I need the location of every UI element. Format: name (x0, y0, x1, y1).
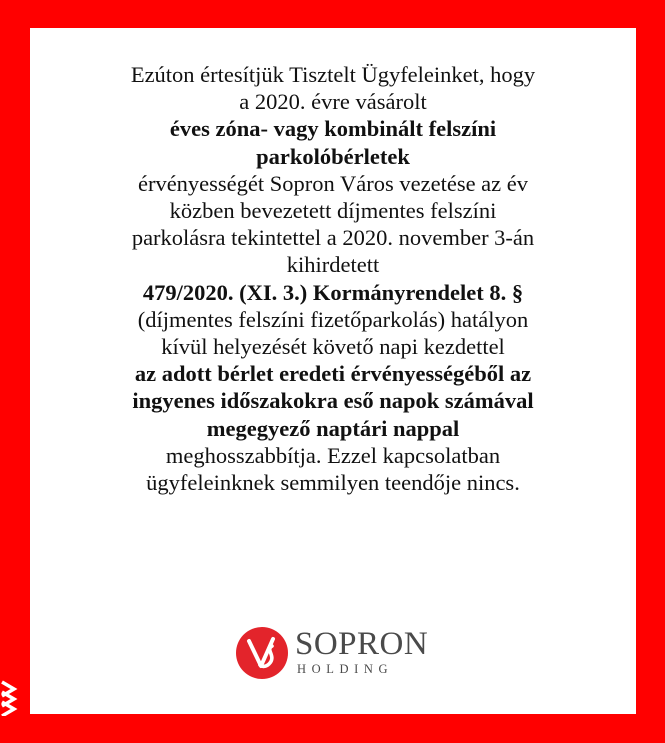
sopron-holding-logo-icon (235, 626, 289, 680)
chevron-marks-icon (0, 676, 30, 716)
notice-line: ingyenes időszakokra eső napok számával (132, 388, 534, 414)
notice-line: éves zóna- vagy kombinált felszíni (169, 116, 497, 142)
notice-line: parkolásra tekintettel a 2020. november 3-án (131, 225, 535, 251)
notice-line: Ezúton értesítjük Tisztelt Ügyfeleinket, hogy (130, 62, 536, 87)
notice-line: közben bevezetett díjmentes felszíni (169, 198, 497, 224)
logo-name: SOPRON (295, 626, 429, 662)
logo-subtitle: HOLDING (297, 662, 394, 676)
notice-line: a 2020. évre vásárolt (239, 89, 427, 115)
notice-line: érvényességét Sopron Város vezetése az év (137, 170, 529, 196)
notice-line: kívül helyezését követő napi kezdettel (161, 334, 505, 360)
notice-line: kihirdetett (286, 252, 380, 278)
notice-line: (díjmentes felszíni fizetőparkolás) hatályon (137, 306, 529, 332)
notice-card (30, 28, 636, 714)
notice-line: meghosszabbítja. Ezzel kapcsolatban (165, 442, 501, 468)
notice-line: 479/2020. (XI. 3.) Kormányrendelet 8. § (142, 279, 524, 305)
notice-line: ügyfeleinknek semmilyen teendője nincs. (146, 470, 520, 496)
notice-line: az adott bérlet eredeti érvényességéből az (134, 361, 532, 387)
notice-text (30, 61, 636, 496)
sopron-holding-logo (235, 624, 435, 684)
notice-line: parkolóbérletek (256, 143, 410, 169)
notice-line: megegyező naptári nappal (206, 415, 460, 441)
